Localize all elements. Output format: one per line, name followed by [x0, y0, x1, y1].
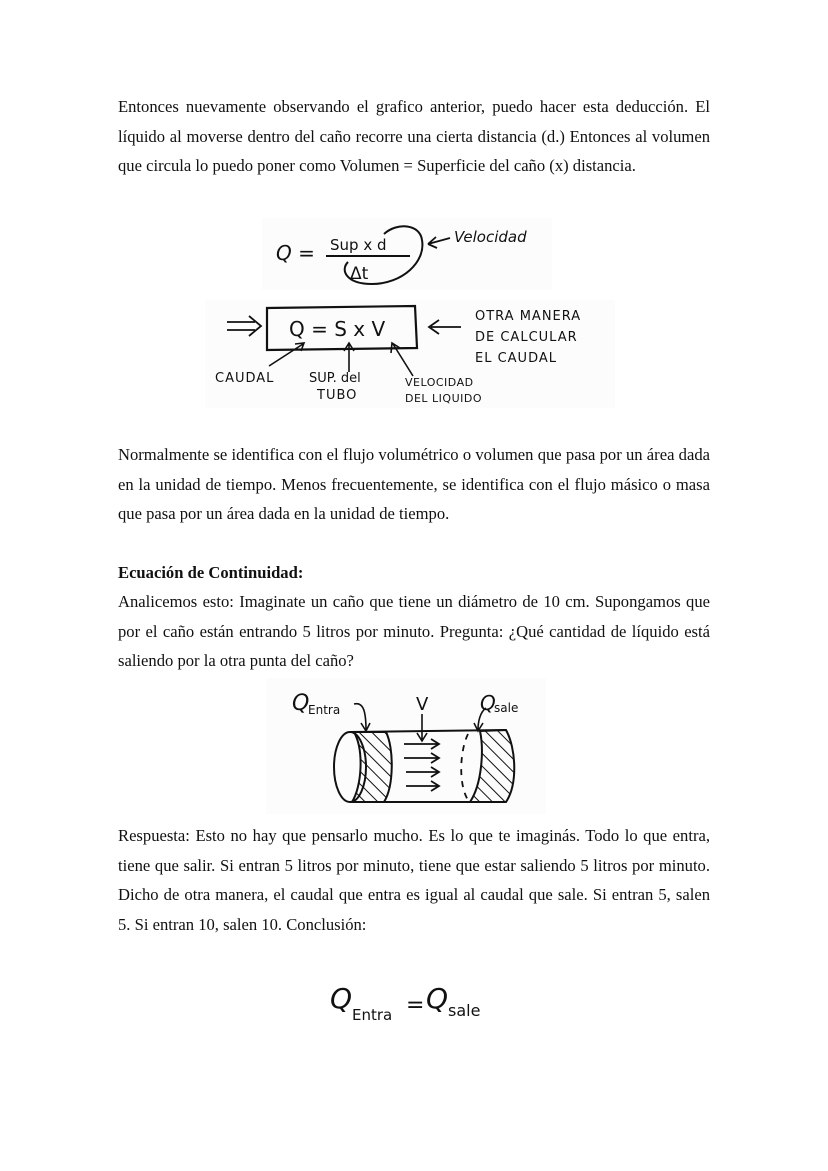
paragraph-deduction: Entonces nuevamente observando el grafico anterior, puedo hacer esta deducción. El líquido al moverse dentro del caño recorre una cierta distancia (d.) Entonces al volumen que circula lo puedo poner como Volumen = Superficie del caño (x) distancia.: [118, 97, 710, 175]
formula-numerator: Sup x d: [330, 236, 387, 254]
double-arrow-icon: [227, 316, 261, 336]
conclusion-equals: =: [406, 993, 425, 1018]
arrow-sup-icon: [344, 343, 354, 372]
label-vel-line-2: DEL LIQUIDO: [405, 392, 482, 405]
q-entra-symbol: Q: [292, 691, 310, 716]
arrow-caudal-icon: [269, 343, 304, 366]
label-sup-line-2: TUBO: [317, 388, 358, 403]
formula-velocity-sketch: [262, 218, 552, 290]
figure-caudal-formula: [205, 300, 615, 408]
paragraph-question: Analicemos esto: Imaginate un caño que tiene un diámetro de 10 cm. Supongamos que por el caño están entrando 5 litros por minuto. Pregunta: ¿Qué cantidad de líquido está saliendo por la otra punta del caño?: [118, 592, 710, 670]
hatched-outlet-section: [470, 730, 514, 802]
pipe-sketch: [266, 678, 546, 814]
formula-lhs: Q =: [276, 241, 315, 265]
label-caudal: CAUDAL: [215, 371, 275, 386]
conclusion-entra-subscript: Entra: [352, 1006, 393, 1024]
formula-text: Q = S x V: [289, 317, 386, 341]
side-note-line-1: OTRA MANERA: [475, 309, 582, 324]
caudal-sketch: [205, 300, 615, 408]
paragraph-answer: Respuesta: Esto no hay que pensarlo mucho. Es lo que te imaginás. Todo lo que entra, tiene que salir. Si entran 5 litros por minuto, tiene que estar saliendo 5 litros por minuto. Dicho de otra manera, el caudal que entra es igual al caudal que sale. Si entran 5, salen 5. Si entran 10, salen 10. Conclusión:: [118, 826, 710, 934]
label-vel-line-1: VELOCIDAD: [405, 376, 474, 389]
arrow-entra-icon: [354, 704, 370, 731]
label-sup-line-1: SUP. del: [309, 371, 361, 386]
velocity-annotation: Velocidad: [454, 228, 527, 246]
figure-pipe-diagram: [266, 678, 546, 814]
q-sale-symbol: Q: [480, 691, 496, 715]
side-note-line-3: EL CAUDAL: [475, 351, 557, 366]
velocity-symbol: V: [416, 694, 429, 715]
conclusion-q-sale: Q: [426, 982, 449, 1015]
q-entra-subscript: Entra: [308, 703, 341, 717]
section-heading-continuity: Ecuación de Continuidad:: [118, 563, 304, 582]
conclusion-formula: [322, 976, 502, 1030]
arrow-velocity-icon: [417, 714, 427, 741]
hatched-inlet-section: [352, 732, 392, 802]
arrow-left-icon: [428, 237, 450, 248]
q-sale-subscript: sale: [494, 701, 519, 715]
conclusion-q-entra: Q: [330, 982, 353, 1015]
figure-flow-formula: [262, 218, 552, 290]
formula-denominator: Δt: [350, 264, 369, 284]
arrow-left-icon: [429, 320, 461, 334]
conclusion-sale-subscript: sale: [448, 1001, 481, 1020]
side-note-line-2: DE CALCULAR: [475, 330, 578, 345]
conclusion-formula-sketch: [322, 976, 502, 1030]
dashed-outlet-edge: [461, 734, 468, 800]
flow-arrows: [404, 739, 439, 791]
paragraph-definition: Normalmente se identifica con el flujo volumétrico o volumen que pasa por un área dada en la unidad de tiempo. Menos frecuentemente, se identifica con el flujo másico o masa que pasa por un área dada en la unidad de tiempo.: [118, 445, 710, 523]
